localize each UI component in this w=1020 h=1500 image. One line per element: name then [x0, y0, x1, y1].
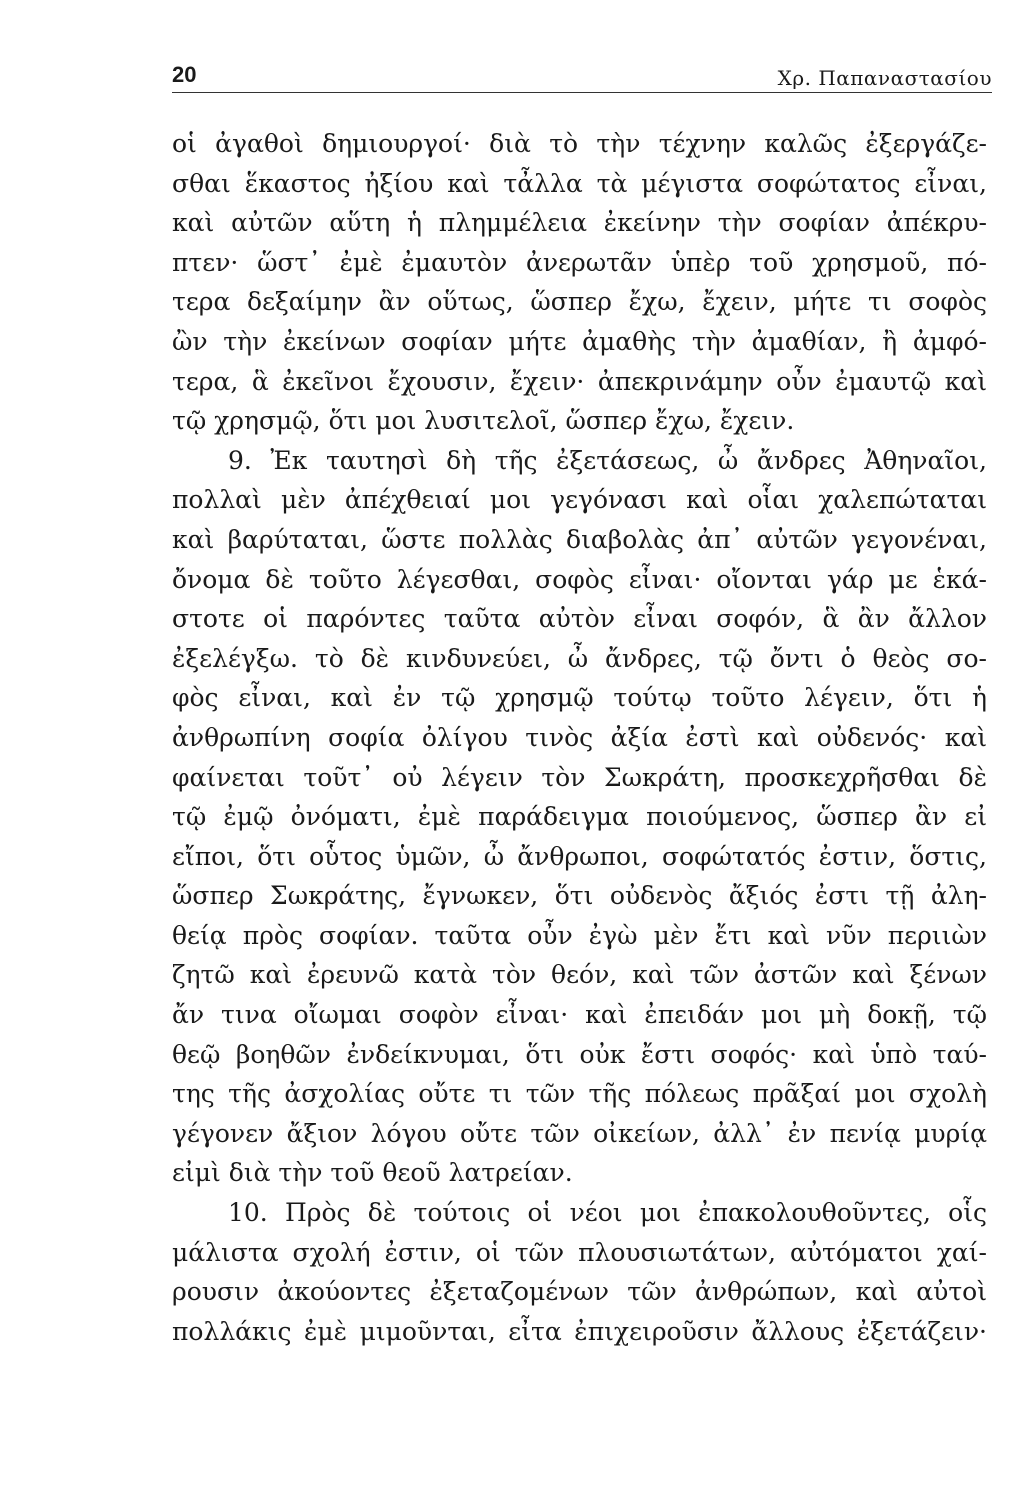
header-rule [172, 92, 992, 93]
text-line: θεῷ βοηθῶν ἐνδείκνυμαι, ὅτι οὐκ ἔστι σοφός· καὶ ὑπὸ ταύ- [172, 1039, 987, 1069]
text-line: εἴποι, ὅτι οὗτος ὑμῶν, ὦ ἄνθρωποι, σοφώτατός ἐστιν, ὅστις, [172, 841, 987, 871]
section-start-line: 10. Πρὸς δὲ τούτοις οἱ νέοι μοι ἐπακολουθοῦντες, οἷς [228, 1198, 987, 1228]
text-line: γέγονεν ἄξιον λόγου οὔτε τῶν οἰκείων, ἀλλ᾽ ἐν πενίᾳ μυρίᾳ [172, 1118, 987, 1148]
body-text [172, 124, 987, 1351]
text-line: ἀνθρωπίνη σοφία ὀλίγου τινὸς ἀξία ἐστὶ καὶ οὐδενός· καὶ [172, 722, 987, 752]
text-line: ὥσπερ Σωκράτης, ἔγνωκεν, ὅτι οὐδενὸς ἄξιός ἐστι τῇ ἀλη- [172, 881, 987, 911]
text-line: ἐξελέγξω. τὸ δὲ κινδυνεύει, ὦ ἄνδρες, τῷ ὄντι ὁ θεὸς σο- [172, 643, 987, 673]
section-start-line: 9. Ἐκ ταυτησὶ δὴ τῆς ἐξετάσεως, ὦ ἄνδρες Ἀθηναῖοι, [228, 445, 987, 475]
page-number: 20 [172, 62, 197, 87]
text-line: ζητῶ καὶ ἐρευνῶ κατὰ τὸν θεόν, καὶ τῶν ἀστῶν καὶ ξένων [172, 960, 987, 990]
running-head [172, 58, 992, 98]
text-line: οἱ ἀγαθοὶ δημιουργοί· διὰ τὸ τὴν τέχνην καλῶς ἐξεργάζε- [172, 129, 987, 158]
text-line: φὸς εἶναι, καὶ ἐν τῷ χρησμῷ τούτῳ τοῦτο λέγειν, ὅτι ἡ [172, 683, 987, 713]
text-line: ἄν τινα οἴωμαι σοφὸν εἶναι· καὶ ἐπειδάν μοι μὴ δοκῇ, τῷ [172, 1000, 987, 1030]
text-line: πτεν· ὥστ᾽ ἐμὲ ἐμαυτὸν ἀνερωτᾶν ὑπὲρ τοῦ χρησμοῦ, πό- [172, 247, 987, 277]
text-line: καὶ βαρύταται, ὥστε πολλὰς διαβολὰς ἀπ᾽ αὐτῶν γεγονέναι, [172, 524, 987, 554]
text-line: ρουσιν ἀκούοντες ἐξεταζομένων τῶν ἀνθρώπων, καὶ αὐτοὶ [172, 1277, 987, 1307]
text-line: πολλάκις ἐμὲ μιμοῦνται, εἶτα ἐπιχειροῦσιν ἄλλους ἐξετάζειν· [172, 1316, 987, 1346]
text-line: μάλιστα σχολή ἐστιν, οἱ τῶν πλουσιωτάτων, αὐτόματοι χαί- [172, 1237, 987, 1267]
text-line: ὄνομα δὲ τοῦτο λέγεσθαι, σοφὸς εἶναι· οἴονται γάρ με ἑκά- [172, 564, 987, 594]
text-line: τερα δεξαίμην ἂν οὕτως, ὥσπερ ἔχω, ἔχειν, μήτε τι σοφὸς [172, 287, 987, 317]
text-line: τερα, ἃ ἐκεῖνοι ἔχουσιν, ἔχειν· ἀπεκρινάμην οὖν ἐμαυτῷ καὶ [172, 366, 987, 396]
text-line: πολλαὶ μὲν ἀπέχθειαί μοι γεγόνασι καὶ οἷαι χαλεπώταται [172, 485, 987, 515]
header-author: Χρ. Παπαναστασίου [777, 66, 992, 90]
text-line: ὢν τὴν ἐκείνων σοφίαν μήτε ἀμαθὴς τὴν ἀμαθίαν, ἢ ἀμφό- [172, 326, 987, 356]
text-line: στοτε οἱ παρόντες ταῦτα αὐτὸν εἶναι σοφόν, ἃ ἂν ἄλλον [172, 604, 987, 634]
text-line: τῷ ἐμῷ ὀνόματι, ἐμὲ παράδειγμα ποιούμενος, ὥσπερ ἂν εἰ [172, 802, 987, 832]
paragraph-end-line: τῷ χρησμῷ, ὅτι μοι λυσιτελοῖ, ὥσπερ ἔχω, ἔχειν. [172, 406, 795, 436]
paragraph-end-line: εἰμὶ διὰ τὴν τοῦ θεοῦ λατρείαν. [172, 1158, 573, 1188]
text-line: θείᾳ πρὸς σοφίαν. ταῦτα οὖν ἐγὼ μὲν ἔτι καὶ νῦν περιιὼν [172, 920, 987, 950]
text-line: σθαι ἕκαστος ἠξίου καὶ τἆλλα τὰ μέγιστα σοφώτατος εἶναι, [172, 168, 987, 198]
text-line: της τῆς ἀσχολίας οὔτε τι τῶν τῆς πόλεως πρᾶξαί μοι σχολὴ [172, 1079, 987, 1109]
text-line: καὶ αὐτῶν αὕτη ἡ πλημμέλεια ἐκείνην τὴν σοφίαν ἀπέκρυ- [172, 208, 987, 238]
text-line: φαίνεται τοῦτ᾽ οὐ λέγειν τὸν Σωκράτη, προσκεχρῆσθαι δὲ [172, 762, 987, 792]
